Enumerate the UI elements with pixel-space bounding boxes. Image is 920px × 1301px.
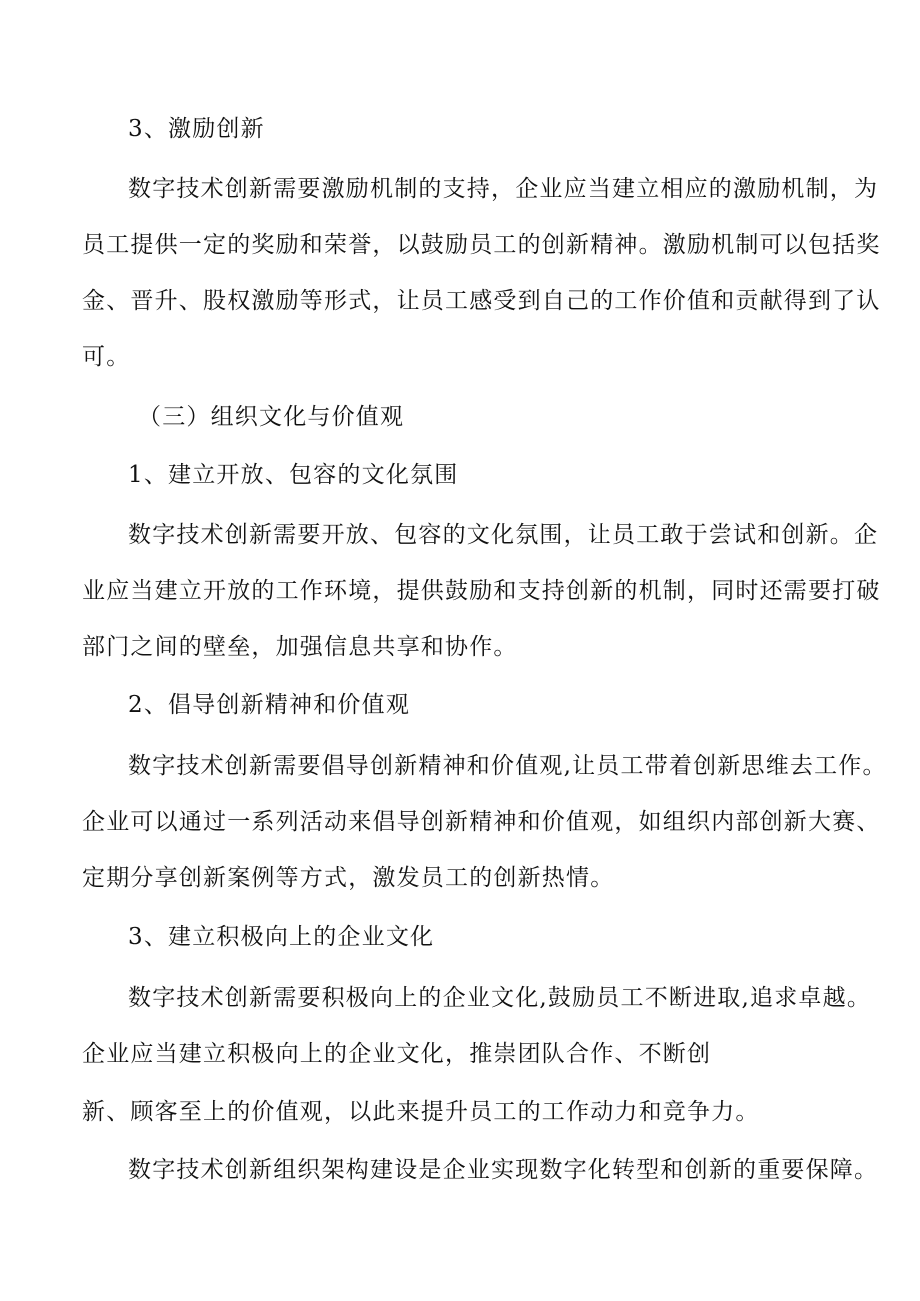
paragraph-line: 数字技术创新需要激励机制的支持，企业应当建立相应的激励机制，为: [128, 176, 879, 202]
paragraph-line: 金、晋升、股权激励等形式，让员工感受到自己的工作价值和贡献得到了认: [82, 288, 881, 314]
paragraph-line: 部门之间的壁垒，加强信息共享和协作。: [82, 634, 518, 660]
subsection-heading-innovation-spirit: 2、倡导创新精神和价值观: [128, 692, 411, 718]
paragraph-line: 企业应当建立积极向上的企业文化，推崇团队合作、不断创: [82, 1041, 712, 1067]
section-heading-org-culture: （三）组织文化与价值观: [138, 404, 405, 430]
paragraph-line: 数字技术创新需要开放、包容的文化氛围，让员工敢于尝试和创新。企: [128, 522, 879, 548]
paragraph-line-conclusion: 数字技术创新组织架构建设是企业实现数字化转型和创新的重要保障。: [128, 1157, 879, 1183]
paragraph-line: 新、顾客至上的价值观，以此来提升员工的工作动力和竞争力。: [82, 1099, 760, 1125]
paragraph-line: 数字技术创新需要积极向上的企业文化,鼓励员工不断进取,追求卓越。: [128, 985, 872, 1011]
paragraph-line: 员工提供一定的奖励和荣誉，以鼓励员工的创新精神。激励机制可以包括奖: [82, 232, 881, 258]
paragraph-line: 数字技术创新需要倡导创新精神和价值观,让员工带着创新思维去工作。: [128, 753, 887, 779]
paragraph-line: 企业可以通过一系列活动来倡导创新精神和价值观，如组织内部创新大赛、: [82, 809, 881, 835]
paragraph-line: 业应当建立开放的工作环境，提供鼓励和支持创新的机制，同时还需要打破: [82, 578, 881, 604]
paragraph-line: 定期分享创新案例等方式，激发员工的创新热情。: [82, 865, 615, 891]
subsection-heading-positive-culture: 3、建立积极向上的企业文化: [128, 924, 435, 950]
section-heading-incentive-innovation: 3、激励创新: [128, 116, 265, 142]
paragraph-line: 可。: [82, 344, 131, 370]
subsection-heading-open-culture: 1、建立开放、包容的文化氛围: [128, 462, 459, 488]
